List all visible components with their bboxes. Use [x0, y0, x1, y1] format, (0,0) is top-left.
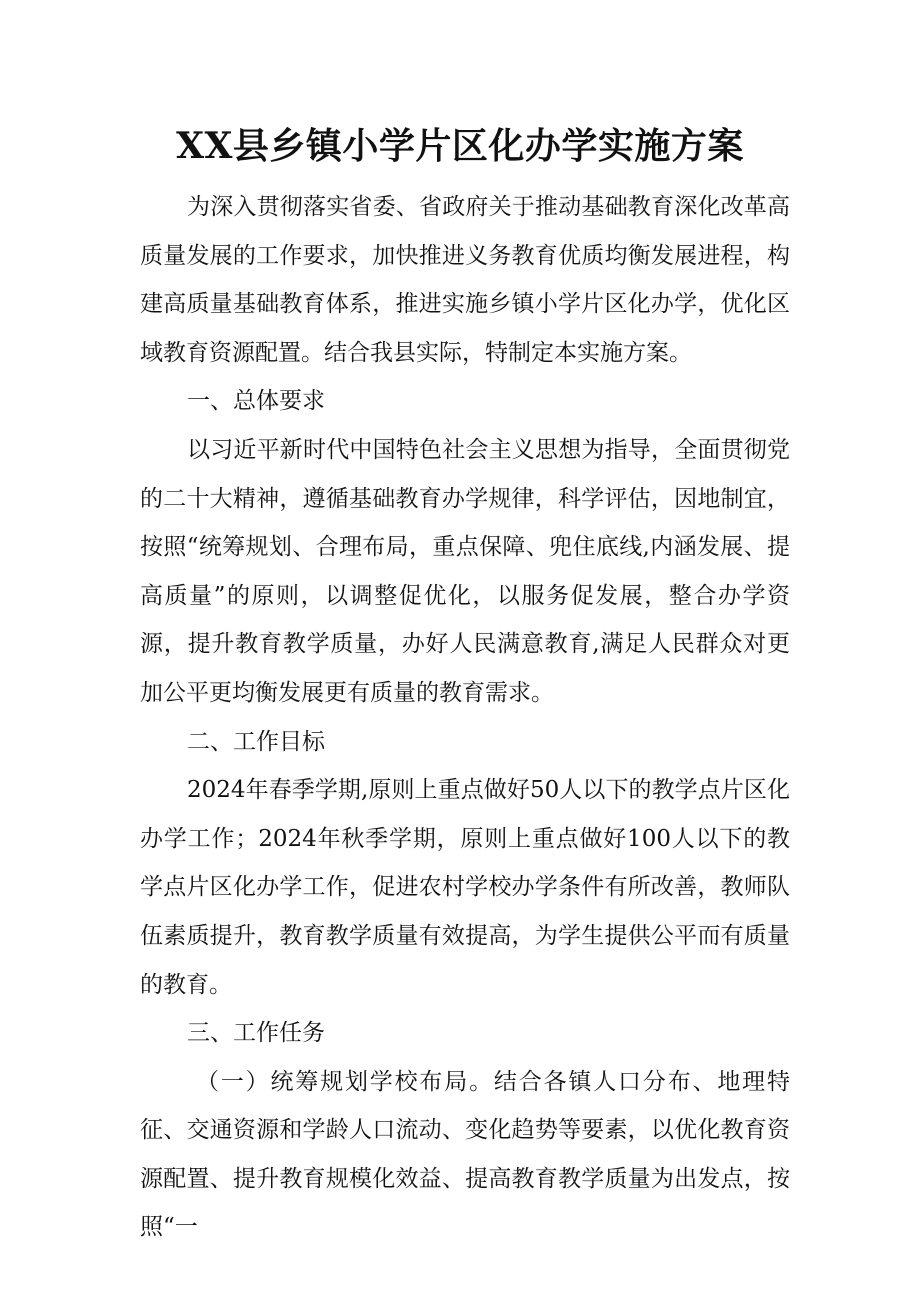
section-heading-general-requirements: 一、总体要求 [187, 388, 325, 415]
document-title: XX县乡镇小学片区化办学实施方案 [176, 125, 744, 167]
document-body [140, 183, 790, 1252]
section-paragraph-work-tasks: （一）统筹规划学校布局。结合各镇人口分布、地理特征、交通资源和学龄人口流动、变化趋势等要素，以优化教育资源配置、提升教育规模化效益、提高教育教学质量为出发点，按照“一 [140, 1068, 790, 1241]
section-heading-work-goals: 二、工作目标 [187, 728, 325, 755]
section-paragraph-work-goals: 2024年春季学期,原则上重点做好50人以下的教学点片区化办学工作；2024年秋季学期，原则上重点做好100人以下的教学点片区化办学工作，促进农村学校办学条件有所改善，教师队伍素质提升，教育教学质量有效提高，为学生提供公平而有质量的教育。 [140, 777, 790, 998]
intro-paragraph: 为深入贯彻落实省委、省政府关于推动基础教育深化改革高质量发展的工作要求，加快推进义务教育优质均衡发展进程，构建高质量基础教育体系，推进实施乡镇小学片区化办学，优化区域教育资源配置。结合我县实际，特制定本实施方案。 [140, 194, 790, 366]
section-paragraph-general-requirements: 以习近平新时代中国特色社会主义思想为指导，全面贯彻党的二十大精神，遵循基础教育办学规律，科学评估，因地制宜，按照“统筹规划、合理布局，重点保障、兜住底线,内涵发展、提高质量”的原则，以调整促优化，以服务促发展，整合办学资源，提升教育教学质量，办好人民满意教育,满足人民群众对更加公平更均衡发展更有质量的教育需求。 [140, 436, 790, 706]
section-heading-work-tasks: 三、工作任务 [187, 1020, 325, 1047]
